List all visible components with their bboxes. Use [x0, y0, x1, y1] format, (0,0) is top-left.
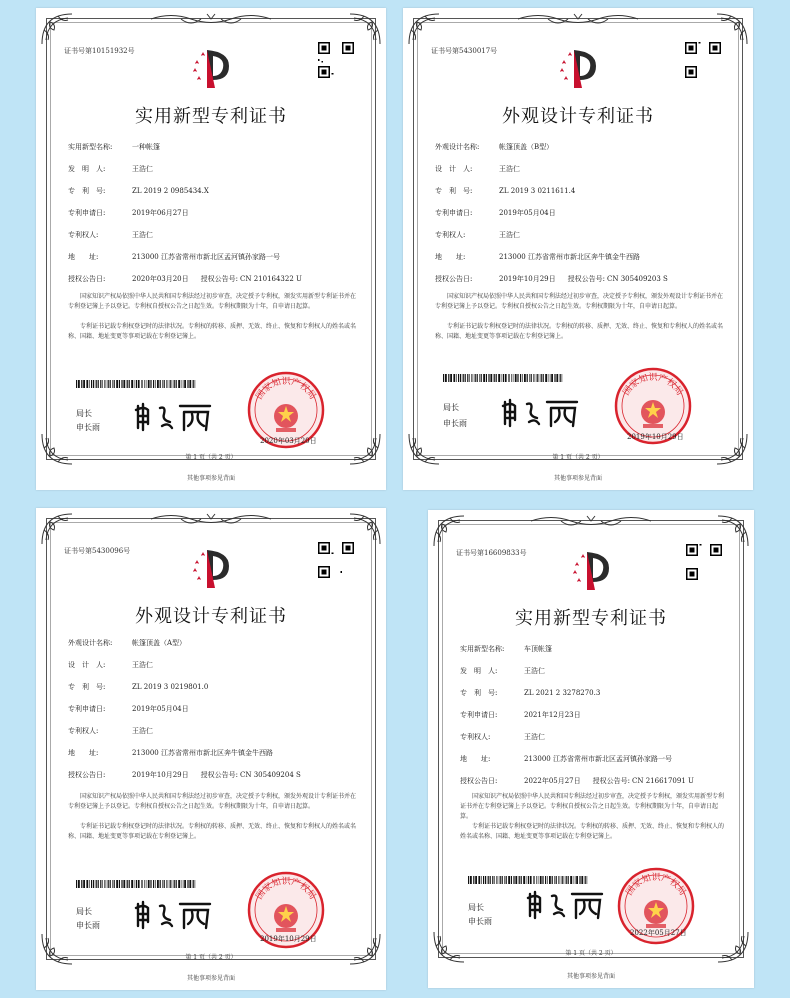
- field-label: 发 明 人:: [68, 165, 106, 173]
- field-value: 帐篷顶盖（B型）: [499, 143, 554, 151]
- field-value: ZL 2019 2 0985434.X: [132, 187, 209, 195]
- field-row: [460, 754, 724, 764]
- field-row: [460, 644, 724, 654]
- patent-office-emblem-icon: [189, 546, 233, 592]
- grant-label: 授权公告日:: [68, 771, 106, 779]
- field-label: 发 明 人:: [460, 667, 498, 675]
- grant-row: [435, 274, 723, 284]
- footer-note: 其他事项参见背面: [553, 475, 602, 482]
- patent-certificate: [36, 508, 386, 990]
- pub-label: 授权公告号:: [200, 275, 238, 283]
- footer-note: 其他事项参见背面: [566, 973, 615, 980]
- director-signature-icon: [501, 396, 581, 428]
- director-name: 申长雨: [76, 423, 100, 432]
- patent-certificate: [403, 8, 753, 490]
- barcode-icon: [468, 876, 588, 884]
- qr-code-icon: [318, 542, 354, 578]
- grant-row: [68, 274, 356, 284]
- field-label: 专 利 号:: [460, 689, 498, 697]
- page-number: 第 1 页（共 2 页）: [185, 954, 237, 961]
- field-label: 地 址:: [68, 749, 99, 757]
- patent-office-emblem-icon: [556, 46, 600, 92]
- field-value: 213000 江苏省常州市新北区孟河镇孙家路一号: [132, 253, 280, 261]
- pub-label: 授权公告号:: [200, 771, 238, 779]
- field-row: [68, 726, 356, 736]
- field-value: 213000 江苏省常州市新北区奔牛镇金牛西路: [499, 253, 640, 261]
- field-value: ZL 2021 2 3278270.3: [524, 689, 601, 697]
- field-row: [68, 748, 356, 758]
- director-signature-icon: [134, 400, 214, 432]
- field-row: [68, 186, 356, 196]
- pub-number: CN 210164322 U: [240, 275, 302, 283]
- certificate-statement: 国家知识产权局依照中华人民共和国专利法经过初步审查，决定授予专利权，颁发实用新型专利证书并在专利登记簿上予以登记。专利权自授权公告之日起生效。专利权期限为十年，自申请日起算。: [68, 293, 357, 310]
- director-label: 局长: [468, 903, 484, 912]
- field-row: [435, 230, 723, 240]
- field-label: 设 计 人:: [68, 661, 106, 669]
- field-value: 一种帐篷: [132, 143, 160, 151]
- pub-number: CN 305409204 S: [240, 771, 301, 779]
- certificate-title: 实用新型专利证书: [135, 106, 287, 127]
- footer-note: 其他事项参见背面: [186, 475, 235, 482]
- field-row: [68, 660, 356, 670]
- certificate-statement: 国家知识产权局依照中华人民共和国专利法经过初步审查，决定授予专利权，颁发外观设计专利证书并在专利登记簿上予以登记。专利权自授权公告之日起生效。专利权期限为十年，自申请日起算。: [435, 293, 724, 310]
- qr-code-icon: [685, 42, 721, 78]
- field-label: 专 利 号:: [435, 187, 473, 195]
- field-label: 专 利 号:: [68, 683, 106, 691]
- corner-ornament-icon: [432, 930, 466, 964]
- field-value: 王浩仁: [524, 733, 545, 741]
- field-row: [460, 732, 724, 742]
- field-value: 2019年06月27日: [132, 209, 189, 217]
- field-label: 专利权人:: [435, 231, 466, 239]
- field-label: 外观设计名称:: [68, 639, 113, 647]
- field-row: [435, 208, 723, 218]
- field-label: 地 址:: [460, 755, 491, 763]
- page-number: 第 1 页（共 2 页）: [185, 454, 237, 461]
- grant-date: 2019年10月29日: [499, 275, 556, 283]
- field-row: [460, 710, 724, 720]
- corner-ornament-icon: [40, 512, 74, 546]
- field-label: 地 址:: [68, 253, 99, 261]
- director-label: 局长: [76, 409, 92, 418]
- field-label: 专利权人:: [68, 727, 99, 735]
- field-label: 专利申请日:: [68, 705, 106, 713]
- field-label: 实用新型名称:: [68, 143, 113, 151]
- grant-label: 授权公告日:: [435, 275, 473, 283]
- certificate-title: 外观设计专利证书: [502, 106, 654, 127]
- pub-label: 授权公告号:: [567, 275, 605, 283]
- svg-text:国家知识产权局: 国家知识产权局: [254, 377, 318, 402]
- field-value: 王浩仁: [499, 231, 520, 239]
- field-label: 设 计 人:: [435, 165, 473, 173]
- field-row: [68, 230, 356, 240]
- field-row: [68, 252, 356, 262]
- field-row: [435, 142, 723, 152]
- field-value: 213000 江苏省常州市新北区奔牛镇金牛西路: [132, 749, 273, 757]
- field-row: [68, 164, 356, 174]
- field-row: [435, 164, 723, 174]
- certificate-number: 证书号第5430017号: [431, 47, 498, 55]
- corner-ornament-icon: [432, 514, 466, 548]
- field-value: 213000 江苏省常州市新北区孟河镇孙家路一号: [524, 755, 672, 763]
- field-row: [68, 704, 356, 714]
- grant-date: 2019年10月29日: [132, 771, 189, 779]
- barcode-icon: [76, 880, 196, 888]
- corner-ornament-icon: [716, 514, 750, 548]
- certificate-title: 外观设计专利证书: [135, 606, 287, 627]
- director-signature-icon: [134, 898, 214, 930]
- top-ornament-icon: [531, 514, 651, 528]
- director-name: 申长雨: [443, 419, 467, 428]
- field-value: 2019年05月04日: [499, 209, 556, 217]
- field-label: 专利申请日:: [435, 209, 473, 217]
- field-label: 专利权人:: [68, 231, 99, 239]
- grant-row: [460, 776, 724, 786]
- field-value: 王浩仁: [132, 231, 153, 239]
- field-value: ZL 2019 3 0219801.0: [132, 683, 209, 691]
- certificate-legal-note: 专利证书记载专利权登记时的法律状况。专利权的转移、质押、无效、终止、恢复和专利权人的姓名或名称、国籍、地址变更等事项记载在专利登记簿上。: [68, 823, 357, 840]
- field-label: 地 址:: [435, 253, 466, 261]
- svg-text:国家知识产权局: 国家知识产权局: [624, 873, 688, 898]
- barcode-icon: [443, 374, 563, 382]
- footer-note: 其他事项参见背面: [186, 975, 235, 982]
- certificate-statement: 国家知识产权局依照中华人民共和国专利法经过初步审查，决定授予专利权，颁发外观设计专利证书并在专利登记簿上予以登记。专利权自授权公告之日起生效。专利权期限为十年，自申请日起算。: [68, 793, 357, 810]
- certificate-legal-note: 专利证书记载专利权登记时的法律状况。专利权的转移、质押、无效、终止、恢复和专利权人的姓名或名称、国籍、地址变更等事项记载在专利登记簿上。: [435, 323, 724, 340]
- grant-date: 2020年03月20日: [132, 275, 189, 283]
- field-row: [435, 252, 723, 262]
- field-row: [68, 638, 356, 648]
- field-value: 王浩仁: [132, 661, 153, 669]
- field-value: 车顶帐篷: [524, 645, 552, 653]
- corner-ornament-icon: [40, 12, 74, 46]
- qr-code-icon: [318, 42, 354, 78]
- corner-ornament-icon: [716, 930, 750, 964]
- corner-ornament-icon: [407, 12, 441, 46]
- seal-date: 2019年10月29日: [627, 433, 684, 441]
- director-signature-icon: [526, 888, 606, 920]
- field-row: [68, 682, 356, 692]
- page-number: 第 1 页（共 2 页）: [552, 454, 604, 461]
- field-label: 专利申请日:: [460, 711, 498, 719]
- corner-ornament-icon: [348, 12, 382, 46]
- field-label: 专利申请日:: [68, 209, 106, 217]
- field-value: 王浩仁: [132, 727, 153, 735]
- seal-date: 2019年10月29日: [260, 935, 317, 943]
- svg-text:国家知识产权局: 国家知识产权局: [621, 373, 685, 398]
- field-label: 专利权人:: [460, 733, 491, 741]
- certificate-legal-note: 专利证书记载专利权登记时的法律状况。专利权的转移、质押、无效、终止、恢复和专利权人的姓名或名称、国籍、地址变更等事项记载在专利登记簿上。: [460, 823, 725, 840]
- qr-code-icon: [686, 544, 722, 580]
- field-value: 王浩仁: [524, 667, 545, 675]
- director-name: 申长雨: [76, 921, 100, 930]
- certificate-number: 证书号第10151932号: [64, 47, 135, 55]
- patent-office-emblem-icon: [189, 46, 233, 92]
- pub-number: CN 216617091 U: [632, 777, 694, 785]
- field-value: 帐篷顶盖（A型）: [132, 639, 187, 647]
- patent-office-emblem-icon: [569, 548, 613, 594]
- top-ornament-icon: [518, 12, 638, 26]
- certificate-title: 实用新型专利证书: [515, 608, 667, 629]
- field-value: ZL 2019 3 0211611.4: [499, 187, 576, 195]
- field-value: 王浩仁: [132, 165, 153, 173]
- field-row: [435, 186, 723, 196]
- seal-date: 2022年05月27日: [630, 929, 687, 937]
- grant-label: 授权公告日:: [460, 777, 498, 785]
- field-value: 王浩仁: [499, 165, 520, 173]
- field-row: [68, 208, 356, 218]
- corner-ornament-icon: [715, 12, 749, 46]
- grant-row: [68, 770, 356, 780]
- certificate-legal-note: 专利证书记载专利权登记时的法律状况。专利权的转移、质押、无效、终止、恢复和专利权人的姓名或名称、国籍、地址变更等事项记载在专利登记簿上。: [68, 323, 357, 340]
- certificate-number: 证书号第16609833号: [456, 549, 527, 557]
- patent-certificate: [36, 8, 386, 490]
- field-label: 外观设计名称:: [435, 143, 480, 151]
- director-label: 局长: [76, 907, 92, 916]
- field-value: 2021年12月23日: [524, 711, 581, 719]
- field-value: 2019年05月04日: [132, 705, 189, 713]
- field-row: [68, 142, 356, 152]
- patent-certificate: [428, 510, 754, 988]
- top-ornament-icon: [151, 512, 271, 526]
- director-label: 局长: [443, 403, 459, 412]
- certificate-number: 证书号第5430096号: [64, 547, 131, 555]
- grant-date: 2022年05月27日: [524, 777, 581, 785]
- grant-label: 授权公告日:: [68, 275, 106, 283]
- certificate-statement: 国家知识产权局依照中华人民共和国专利法经过初步审查，决定授予专利权，颁发实用新型专利证书并在专利登记簿上予以登记。专利权自授权公告之日起生效。专利权期限为十年，自申请日起算。: [460, 793, 725, 820]
- field-label: 专 利 号:: [68, 187, 106, 195]
- field-row: [460, 688, 724, 698]
- field-label: 实用新型名称:: [460, 645, 505, 653]
- field-row: [460, 666, 724, 676]
- pub-number: CN 305409203 S: [607, 275, 668, 283]
- corner-ornament-icon: [348, 512, 382, 546]
- barcode-icon: [76, 380, 196, 388]
- top-ornament-icon: [151, 12, 271, 26]
- seal-date: 2020年03月20日: [260, 437, 317, 445]
- director-name: 申长雨: [468, 917, 492, 926]
- svg-text:国家知识产权局: 国家知识产权局: [254, 877, 318, 902]
- page-number: 第 1 页（共 2 页）: [565, 950, 617, 957]
- pub-label: 授权公告号:: [592, 777, 630, 785]
